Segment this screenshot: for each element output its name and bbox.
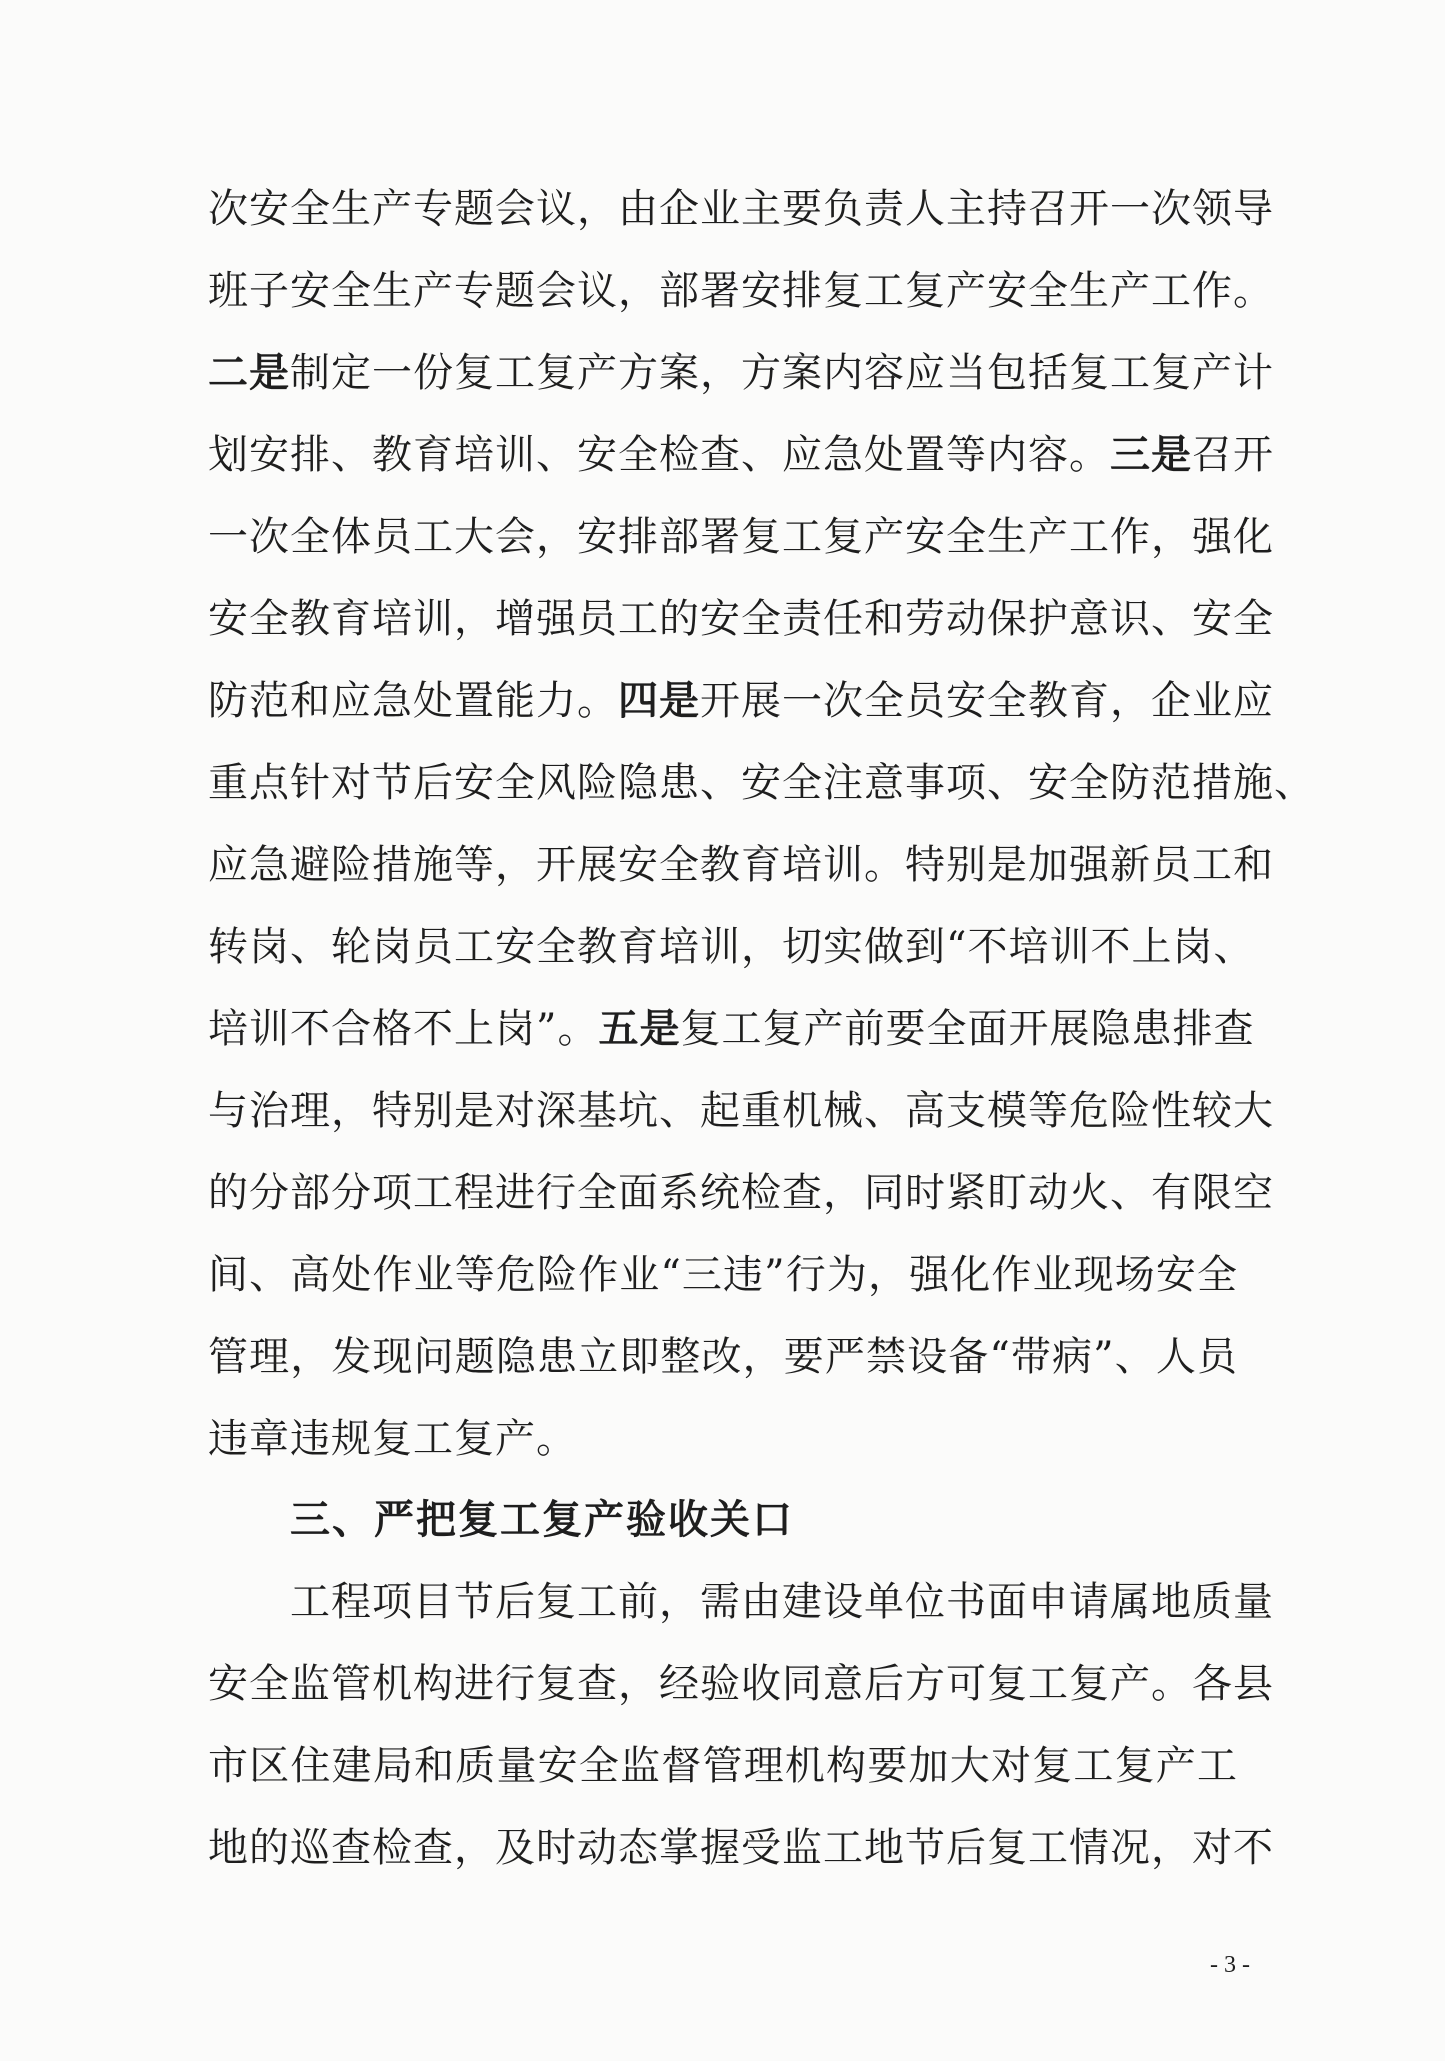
text-line: 工程项目节后复工前，需由建设单位书面申请属地质量 [290, 1579, 1274, 1625]
text-line [208, 997, 1255, 1061]
text-line: 市区住建局和质量安全监督管理机构要加大对复工复产工 [208, 1743, 1238, 1789]
text-line: 次安全生产专题会议，由企业主要负责人主持召开一次领导 [208, 186, 1274, 232]
emphasis-text: 四是 [618, 677, 700, 724]
emphasis-text: 二是 [208, 349, 290, 396]
text-span: 防范和应急处置能力。 [208, 678, 618, 724]
section-heading: 三、严把复工复产验收关口 [290, 1497, 794, 1543]
text-line: 地的巡查检查，及时动态掌握受监工地节后复工情况，对不 [208, 1825, 1274, 1871]
text-line: 管理，发现问题隐患立即整改，要严禁设备“带病”、人员 [208, 1334, 1238, 1380]
text-line: 重点针对节后安全风险隐患、安全注意事项、安全防范措施、 [208, 760, 1315, 806]
text-span: 划安排、教育培训、安全检查、应急处置等内容。 [208, 432, 1110, 478]
text-line: 班子安全生产专题会议，部署安排复工复产安全生产工作。 [208, 268, 1274, 314]
text-line: 一次全体员工大会，安排部署复工复产安全生产工作，强化 [208, 514, 1274, 560]
text-line: 安全监管机构进行复查，经验收同意后方可复工复产。各县 [208, 1661, 1274, 1707]
text-line: 与治理，特别是对深基坑、起重机械、高支模等危险性较大 [208, 1088, 1274, 1134]
emphasis-text: 三是 [1110, 431, 1192, 478]
text-span: 复工复产前要全面开展隐患排查 [680, 1006, 1255, 1052]
text-line: 违章违规复工复产。 [208, 1416, 577, 1462]
text-line: 安全教育培训，增强员工的安全责任和劳动保护意识、安全 [208, 596, 1274, 642]
text-span: 召开 [1192, 432, 1274, 478]
text-span: 制定一份复工复产方案，方案内容应当包括复工复产计 [290, 350, 1274, 396]
text-line [208, 341, 1274, 405]
text-span: 培训不合格不上岗”。 [208, 1006, 599, 1052]
text-line: 的分部分项工程进行全面系统检查，同时紧盯动火、有限空 [208, 1170, 1274, 1216]
text-line [208, 423, 1274, 487]
text-line [208, 669, 1274, 733]
text-span: 开展一次全员安全教育，企业应 [700, 678, 1274, 724]
text-line: 转岗、轮岗员工安全教育培训，切实做到“不培训不上岗、 [208, 924, 1255, 970]
text-line: 应急避险措施等，开展安全教育培训。特别是加强新员工和 [208, 842, 1274, 888]
text-line: 间、高处作业等危险作业“三违”行为，强化作业现场安全 [208, 1252, 1238, 1298]
emphasis-text: 五是 [598, 1005, 681, 1052]
page-number: - 3 - [1210, 1952, 1250, 1978]
